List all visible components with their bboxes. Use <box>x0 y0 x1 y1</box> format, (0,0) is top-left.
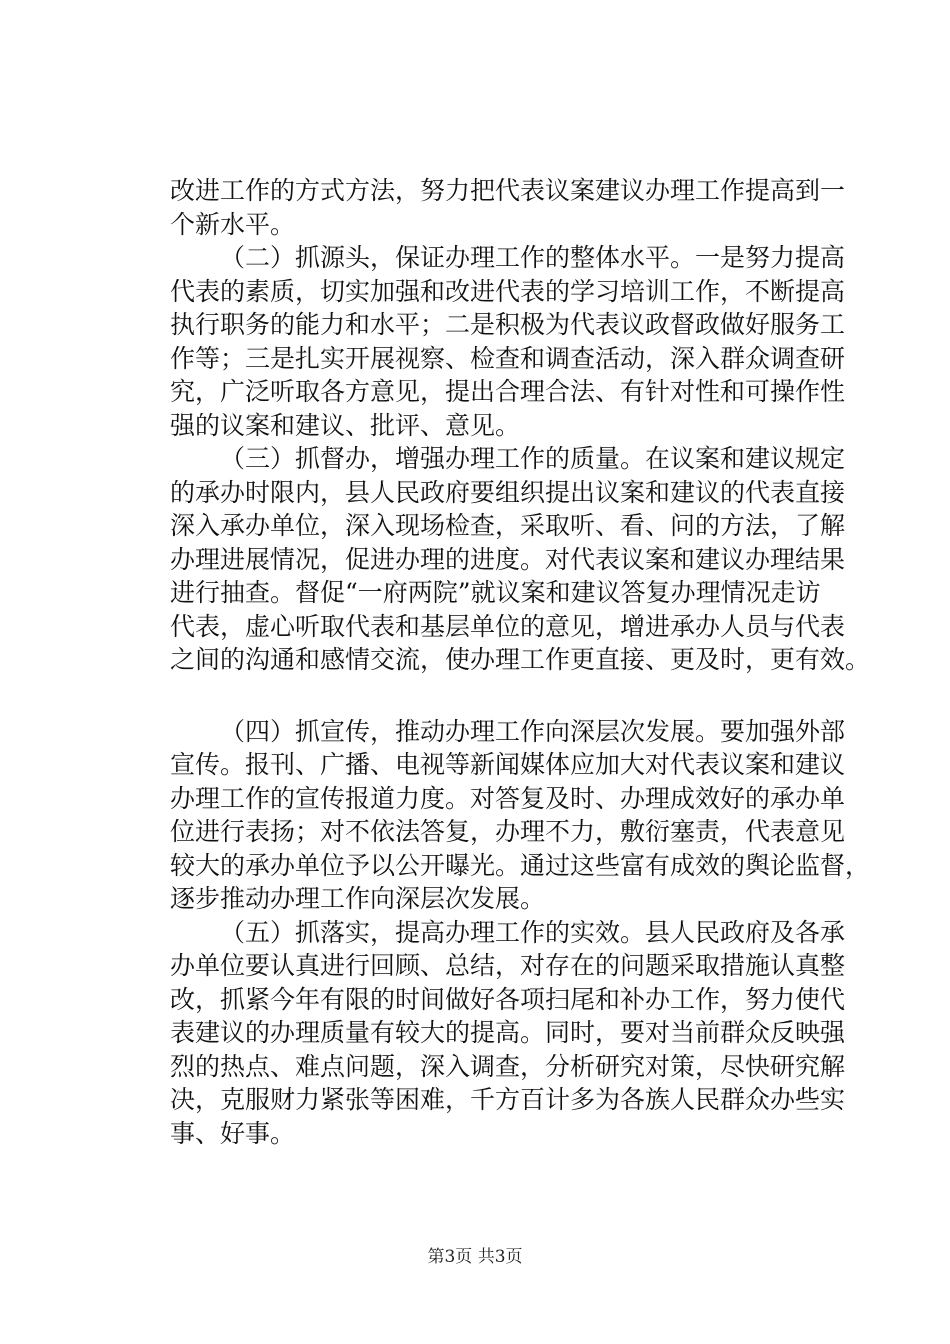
text-line: 个新水平。 <box>170 209 296 239</box>
document-body <box>170 174 871 1150</box>
text-line: 代表的素质，切实加强和改进代表的学习培训工作，不断提高 <box>170 276 846 306</box>
text-line: 逐步推动办理工作向深层次发展。 <box>170 884 546 913</box>
text-line: 办单位要认真进行回顾、总结，对存在的问题采取措施认真整 <box>170 951 846 980</box>
text-line: 究，广泛听取各方意见，提出合理合法、有针对性和可操作性 <box>170 377 846 406</box>
text-line: 作等；三是扎实开展视察、检查和调查活动，深入群众调查研 <box>170 343 846 373</box>
text-line: （四）抓宣传，推动办理工作向深层次发展。要加强外部 <box>220 716 846 746</box>
text-line: 改，抓紧今年有限的时间做好各项扫尾和补办工作，努力使代 <box>170 984 846 1014</box>
text-block-1 <box>170 174 871 677</box>
text-line: 表建议的办理质量有较大的提高。同时，要对当前群众反映强 <box>170 1018 846 1047</box>
text-line: 改进工作的方式方法，努力把代表议案建议办理工作提高到一 <box>170 176 846 205</box>
text-line: 位进行表扬；对不依法答复，办理不力，敷衍塞责，代表意见 <box>170 817 846 846</box>
text-line: 代表，虚心听取代表和基层单位的意见，增进承办人员与代表 <box>170 611 846 641</box>
text-line: 烈的热点、难点问题，深入调查，分析研究对策，尽快研究解 <box>170 1051 846 1081</box>
text-line: 的承办时限内，县人民政府要组织提出议案和建议的代表直接 <box>170 477 846 507</box>
text-line: （三）抓督办，增强办理工作的质量。在议案和建议规定 <box>220 444 846 473</box>
text-line: 强的议案和建议、批评、意见。 <box>170 410 521 440</box>
text-line: 之间的沟通和感情交流，使办理工作更直接、更及时，更有效。 <box>170 645 871 674</box>
page-footer: 第3页 共3页 <box>427 1247 523 1267</box>
text-line: 决，克服财力紧张等困难，千方百计多为各族人民群众办些实 <box>170 1085 846 1114</box>
text-line: 事、好事。 <box>170 1118 296 1148</box>
text-block-2 <box>170 715 871 1151</box>
text-line: 执行职务的能力和水平；二是积极为代表议政督政做好服务工 <box>170 310 846 339</box>
text-line: 深入承办单位，深入现场检查，采取听、看、问的方法，了解 <box>170 511 846 540</box>
text-line: （二）抓源头，保证办理工作的整体水平。一是努力提高 <box>220 243 846 272</box>
paragraph-gap <box>170 677 850 715</box>
text-line: 较大的承办单位予以公开曝光。通过这些富有成效的舆论监督， <box>170 850 871 880</box>
text-line: 宣传。报刊、广播、电视等新闻媒体应加大对代表议案和建议 <box>170 750 846 779</box>
text-line: 办理工作的宣传报道力度。对答复及时、办理成效好的承办单 <box>170 783 846 813</box>
text-line: （五）抓落实，提高办理工作的实效。县人民政府及各承 <box>220 917 846 947</box>
text-line: 进行抽查。督促“一府两院”就议案和建议答复办理情况走访 <box>170 578 821 607</box>
text-line: 办理进展情况，促进办理的进度。对代表议案和建议办理结果 <box>170 544 846 574</box>
